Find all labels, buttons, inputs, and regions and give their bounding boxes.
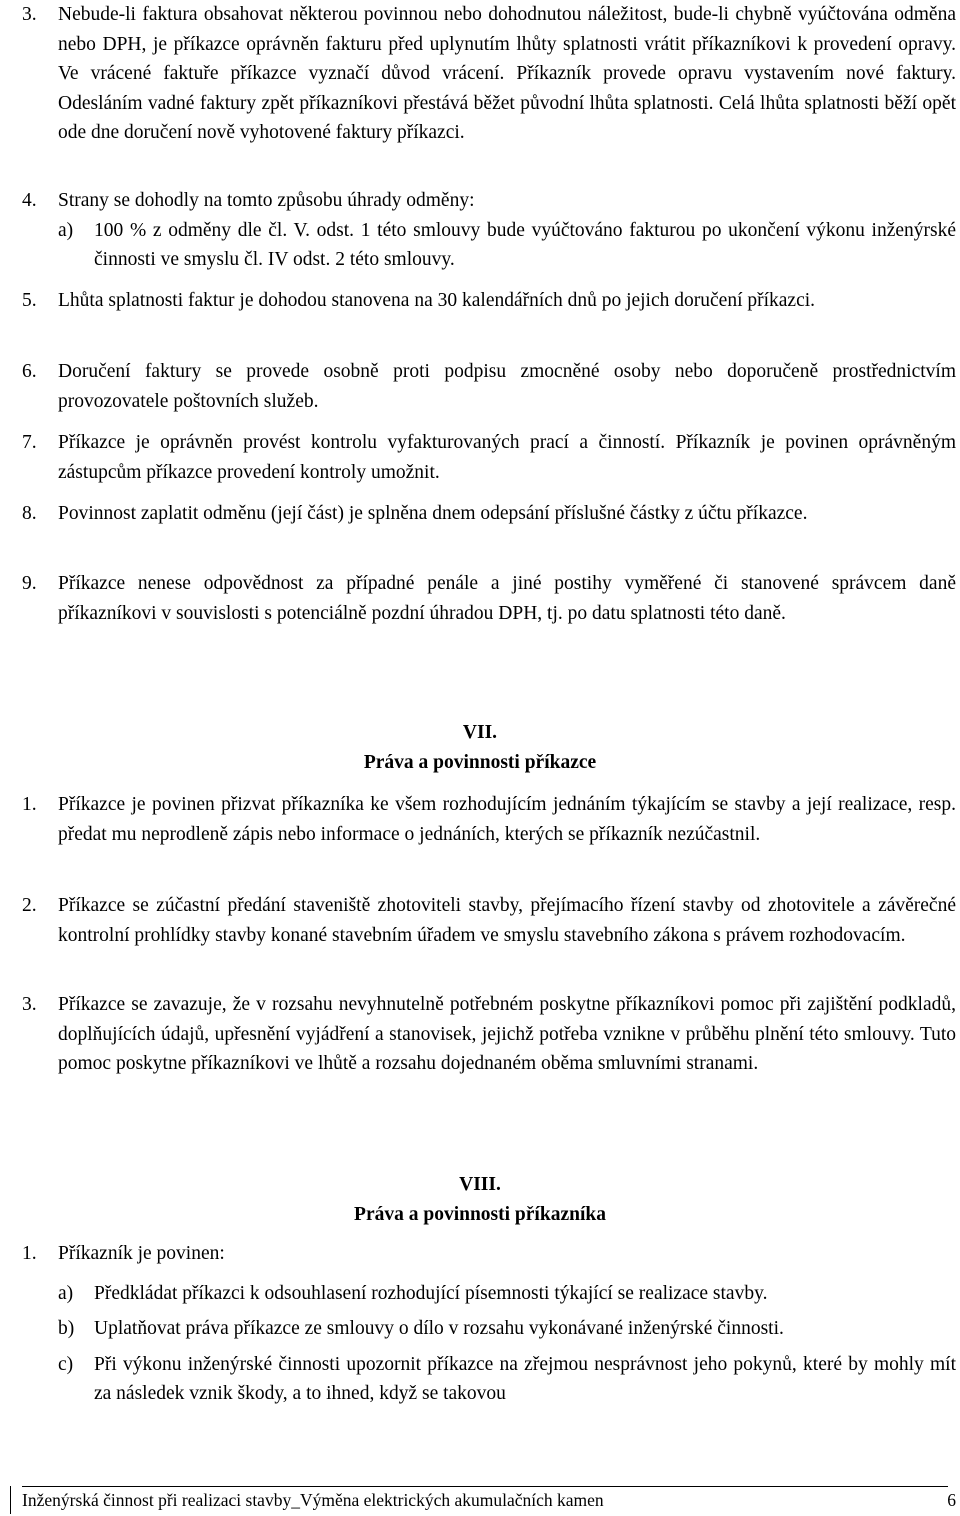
sub-clause-label: b) (58, 1318, 75, 1339)
clause-4 (22, 186, 956, 275)
section7-clause-3 (22, 990, 956, 1079)
clause-number: 6. (22, 361, 37, 382)
section-number: VII. (462, 722, 498, 743)
clause-body (58, 1239, 956, 1409)
footer-edge-mark (10, 1486, 11, 1514)
sub-clause-b (58, 1314, 956, 1344)
sub-clause-text: Uplatňovat práva příkazce ze smlouvy o dílo v rozsahu vykonávané inženýrské činnosti. (94, 1318, 784, 1339)
sub-clause-text: Při výkonu inženýrské činnosti upozornit příkazce na zřejmou nesprávnost jeho pokynů, které by mohly mít za následek vznik škody, a to ihned, když se takovou (94, 1353, 956, 1404)
clause-text: Příkazce se zavazuje, že v rozsahu nevyhnutelně potřebném poskytne příkazníkovi pomoc při zajištění podkladů, doplňujících údajů, upřesnění vyjádření a stanovisek, jejichž potřeba vznikne v průběhu plnění této smlouvy. Tuto pomoc poskytne příkazníkovi ve lhůtě a rozsahu dojednaném oběma smluvními stranami. (58, 994, 956, 1074)
clause-text: Příkazce je povinen přizvat příkazníka ke všem rozhodujícím jednáním týkajícím se stavby a její realizace, resp. předat mu neprodleně zápis nebo informace o jednáních, kterých se příkazník nezúčastnil. (58, 794, 956, 845)
clause-body (58, 186, 956, 275)
clause-text: Příkazce je oprávněn provést kontrolu vyfakturovaných prací a činností. Příkazník je povinen oprávněným zástupcům příkazce provedení kontroly umožnit. (58, 432, 956, 483)
clause-number: 1. (22, 1243, 37, 1264)
section7-clause-1 (22, 790, 956, 849)
clause-text: Strany se dohodly na tomto způsobu úhrady odměny: (58, 190, 475, 211)
section-title: Práva a povinnosti příkazníka (354, 1204, 606, 1225)
clause-number: 4. (22, 190, 37, 211)
sub-clause-label: a) (58, 1282, 74, 1304)
section-number: VIII. (459, 1174, 501, 1195)
clause-text: Lhůta splatnosti faktur je dohodou stanovena na 30 kalendářních dnů po jejich doručení příkazci. (58, 290, 816, 311)
page-number: 6 (947, 1490, 956, 1510)
clause-number: 1. (22, 794, 37, 815)
clause-number: 2. (22, 895, 37, 916)
clause-text: Příkazce nenese odpovědnost za případné penále a jiné postihy vyměřené či stanovené správcem daně příkazníkovi v souvislosti s potenciálně pozdní úhradou DPH, tj. po datu splatnosti této daně. (58, 573, 956, 624)
sub-clause-text: 100 % z odměny dle čl. V. odst. 1 této smlouvy bude vyúčtováno fakturou po ukončení výkonu inženýrské činnosti ve smyslu čl. IV odst. 2 této smlouvy. (94, 219, 956, 270)
clause-number: 3. (22, 4, 37, 25)
sub-clause-text: Předkládat příkazci k odsouhlasení rozhodující písemnosti týkající se realizace stavby. (94, 1282, 768, 1304)
sub-clause-label: a) (58, 219, 74, 241)
clause-number: 5. (22, 290, 37, 311)
clause-number: 7. (22, 432, 37, 453)
clause-8 (22, 499, 956, 529)
section8-clause-1 (22, 1239, 956, 1409)
clause-7 (22, 428, 956, 487)
clause-number: 8. (22, 503, 37, 524)
clause-text: Povinnost zaplatit odměnu (její část) je splněna dnem odepsání příslušné částky z účtu příkazce. (58, 503, 808, 524)
sub-clause-a (58, 216, 956, 275)
clause-number: 9. (22, 573, 37, 594)
clause-5 (22, 286, 956, 316)
clause-9 (22, 569, 956, 628)
clause-6 (22, 357, 956, 416)
sub-clause-c (58, 1350, 956, 1409)
clause-text: Nebude-li faktura obsahovat některou povinnou nebo dohodnutou náležitost, bude-li chybně vyúčtována odměna nebo DPH, je příkazce oprávněn fakturu před uplynutím lhůty splatnosti vrátit příkazníkovi k provedení opravy. Ve vrácené faktuře příkazce vyznačí důvod vrácení. Příkazník provede opravu vystavením nové faktury. Odesláním vadné faktury zpět příkazníkovi přestává běžet původní lhůta splatnosti. Celá lhůta splatnosti běží opět ode dne doručení nově vyhotovené faktury příkazci. (58, 4, 956, 143)
section7-clause-2 (22, 891, 956, 950)
clause-text: Příkazce se zúčastní předání staveniště zhotoviteli stavby, přejímacího řízení stavby od zhotovitele a závěrečné kontrolní prohlídky stavby konané stavebním úřadem ve smyslu stavebního zákona s právem rozhodovacím. (58, 895, 956, 946)
footer-title: Inženýrská činnost při realizaci stavby_Výměna elektrických akumulačních kamen (22, 1490, 604, 1510)
clause-text: Příkazník je povinen: (58, 1243, 225, 1264)
clause-number: 3. (22, 994, 37, 1015)
sub-clause-label: c) (58, 1353, 74, 1375)
section-title: Práva a povinnosti příkazce (363, 752, 597, 773)
clause-3 (22, 0, 956, 148)
clause-text: Doručení faktury se provede osobně proti podpisu zmocněné osoby nebo doporučeně prostřednictvím provozovatele poštovních služeb. (58, 361, 956, 412)
sub-clause-a (58, 1279, 956, 1309)
